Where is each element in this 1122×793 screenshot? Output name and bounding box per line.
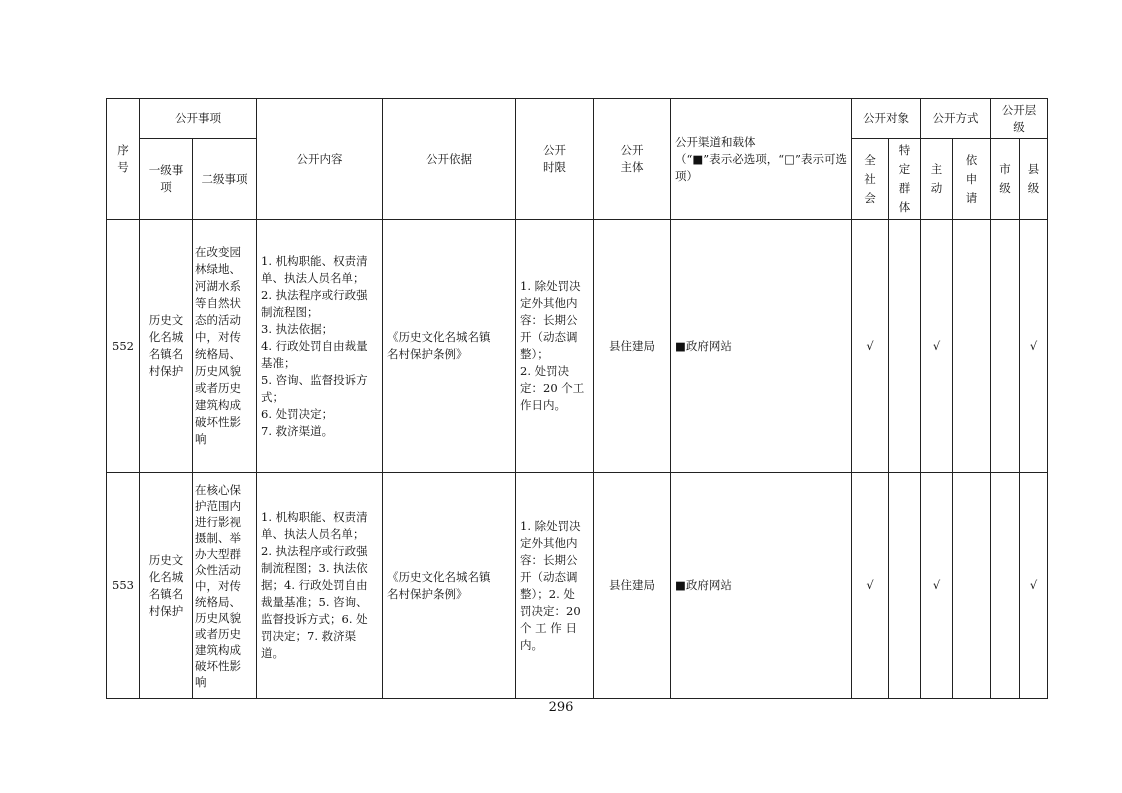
disclosure-table [106,98,1048,699]
header-level-city: 市 级 [991,139,1020,220]
header-items-group: 公开事项 [140,99,257,139]
row-basis: 《历史文化名城名镇 名村保护条例》 [383,220,516,473]
row-audience-specific [889,220,921,473]
row-mode-request [953,473,991,699]
header-content: 公开内容 [257,99,383,220]
row-seq: 553 [107,473,140,699]
header-seq: 序 号 [107,99,140,220]
table-row [107,220,1048,473]
row-channel: ■政府网站 [671,220,852,473]
row-audience-specific [889,473,921,699]
row-level2: 在核心保 护范围内 进行影视 摄制、举 办大型群 众性活动 中，对传 统格局、 历史风貌 或者历史 建筑构成 破坏性影 响 [193,473,257,699]
header-mode-active: 主 动 [921,139,953,220]
row-audience-all: √ [852,473,889,699]
header-mode-request: 依 申 请 [953,139,991,220]
header-level-county: 县 级 [1020,139,1048,220]
row-level1: 历史文 化名城 名镇名 村保护 [140,220,193,473]
row-time-limit: 1. 除处罚决 定外其他内 容：长期公 开（动态调 整）； 2. 处罚决 定：20 个工 作日内。 [516,220,594,473]
header-level2: 二级事项 [193,139,257,220]
row-level-county: √ [1020,220,1048,473]
header-level-group: 公开层 级 [991,99,1048,139]
header-time-limit: 公开 时限 [516,99,594,220]
header-audience-specific: 特 定 群 体 [889,139,921,220]
row-audience-all: √ [852,220,889,473]
row-content: 1. 机构职能、权责清 单、执法人员名单； 2. 执法程序或行政强 制流程图；3. 执法依 据；4. 行政处罚自由 裁量基准；5. 咨询、 监督投诉方式；6. 处 罚决定；7. 救济渠道。 [257,473,383,699]
header-mode-group: 公开方式 [921,99,991,139]
row-content: 1. 机构职能、权责清 单、执法人员名单； 2. 执法程序或行政强 制流程图； 3. 执法依据； 4. 行政处罚自由裁量 基准； 5. 咨询、监督投诉方 式； 6. 处罚决定； 7. 救济渠道。 [257,220,383,473]
row-level2: 在改变园 林绿地、 河湖水系 等自然状 态的活动 中，对传 统格局、 历史风貌 或者历史 建筑构成 破坏性影 响 [193,220,257,473]
row-time-limit: 1. 除处罚决 定外其他内 容：长期公 开（动态调 整）；2. 处 罚决定：20 个 工 作 日 内。 [516,473,594,699]
row-subject: 县住建局 [594,473,671,699]
header-row-1 [107,99,1048,139]
row-subject: 县住建局 [594,220,671,473]
row-level1: 历史文 化名城 名镇名 村保护 [140,473,193,699]
row-level-city [991,220,1020,473]
row-seq: 552 [107,220,140,473]
header-basis: 公开依据 [383,99,516,220]
header-audience-all: 全 社 会 [852,139,889,220]
row-channel: ■政府网站 [671,473,852,699]
header-audience-group: 公开对象 [852,99,921,139]
header-level1: 一级事 项 [140,139,193,220]
row-level-city [991,473,1020,699]
row-mode-active: √ [921,473,953,699]
row-mode-request [953,220,991,473]
header-channel: 公开渠道和载体 （“■”表示必选项，“□”表示可选项） [671,99,852,220]
header-subject: 公开 主体 [594,99,671,220]
table-row [107,473,1048,699]
row-level-county: √ [1020,473,1048,699]
page-number: 296 [548,700,574,715]
row-mode-active: √ [921,220,953,473]
row-basis: 《历史文化名城名镇 名村保护条例》 [383,473,516,699]
